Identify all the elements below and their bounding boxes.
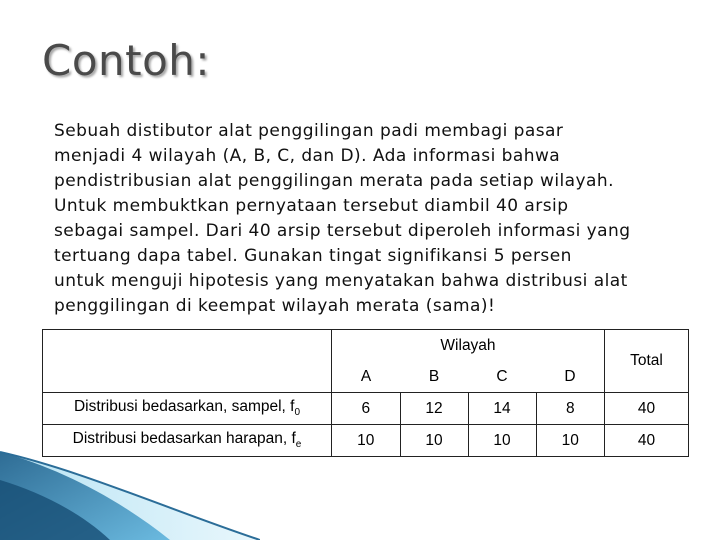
decorative-corner-swoosh [0, 450, 260, 540]
total-header: Total [605, 330, 689, 393]
cell-sampel-a: 6 [332, 393, 401, 425]
cell-sampel-c: 14 [468, 393, 536, 425]
row-label-harapan: Distribusi bedasarkan harapan, $f_e$ [43, 425, 332, 457]
table-header-row-1 [43, 330, 689, 363]
row-label-sampel: Distribusi bedasarkan, sampel, $f_0$ [43, 393, 332, 425]
slide-title: Contoh: [42, 36, 211, 85]
empty-corner-cell [43, 330, 332, 393]
frequency-table [42, 329, 689, 457]
cell-harapan-a: 10 [332, 425, 401, 457]
cell-sampel-b: 12 [400, 393, 468, 425]
column-header-c: C [468, 362, 536, 393]
cell-harapan-c: 10 [468, 425, 536, 457]
column-header-a: A [332, 362, 401, 393]
column-header-d: D [536, 362, 605, 393]
problem-paragraph: Sebuah distibutor alat penggilingan padi membagi pasar menjadi 4 wilayah (A, B, C, dan D). Ada informasi bahwa pendistribusian alat penggilingan merata pada setiap wilayah. Untuk membuktkan pernyataan tersebut diambil 40 arsip sebagai sampel. Dari 40 arsip tersebut diperoleh informasi yang tertuang dapa tabel. Gunakan tingat signifikansi 5 persen untuk menguji hipotesis yang menyatakan bahwa distribusi alat penggilingan di keempat wilayah merata (sama)! [54, 121, 631, 316]
wilayah-header: Wilayah [332, 330, 605, 363]
cell-harapan-d: 10 [536, 425, 605, 457]
column-header-b: B [400, 362, 468, 393]
cell-sampel-d: 8 [536, 393, 605, 425]
cell-sampel-total: 40 [605, 393, 689, 425]
table-row [43, 393, 689, 425]
cell-harapan-b: 10 [400, 425, 468, 457]
cell-harapan-total: 40 [605, 425, 689, 457]
